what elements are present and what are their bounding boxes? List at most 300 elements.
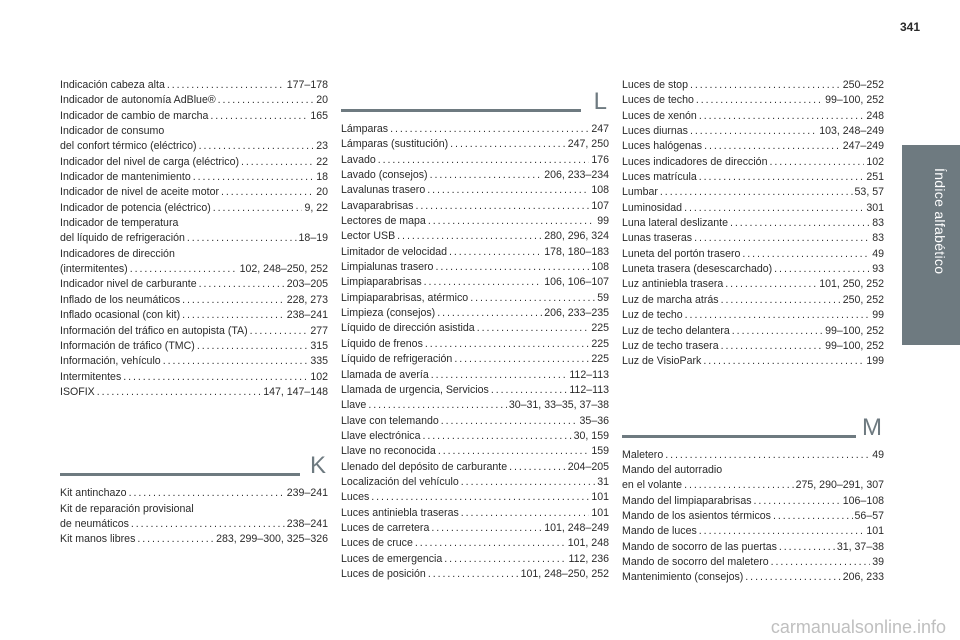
section-rule <box>622 435 856 438</box>
index-entry <box>341 567 609 582</box>
index-entry <box>622 201 884 216</box>
index-entry <box>60 354 328 369</box>
index-entry <box>60 231 328 246</box>
dot-leader <box>199 277 285 292</box>
index-term: Limitador de velocidad <box>341 245 447 258</box>
dot-leader <box>250 324 309 339</box>
page-ref-link[interactable]: 206, 233 <box>842 571 884 584</box>
index-term: Kit antinchazo <box>60 487 127 500</box>
dot-leader <box>696 93 823 108</box>
page-ref-link[interactable]: 335 <box>310 355 328 368</box>
dot-leader <box>97 385 261 400</box>
page-ref-link[interactable]: 108 <box>591 184 609 197</box>
index-term: Luces antiniebla traseras <box>341 506 459 519</box>
dot-leader <box>241 155 314 170</box>
dot-leader <box>684 478 794 493</box>
index-term: Información del tráfico en autopista (TA) <box>60 324 248 337</box>
index-entry <box>341 552 609 567</box>
index-entry <box>341 321 609 336</box>
page-ref-link[interactable]: 280, 296, 324 <box>544 230 609 243</box>
dot-leader <box>449 245 542 260</box>
index-term: Indicador del nivel de carga (eléctrico) <box>60 155 240 168</box>
index-term: Luces de cruce <box>341 537 413 550</box>
page-ref-link[interactable]: 31, 37–38 <box>836 540 884 553</box>
dot-leader <box>779 540 835 555</box>
page-ref-link[interactable]: 83 <box>872 232 884 245</box>
index-term: Luces de posición <box>341 567 426 580</box>
page-ref-link[interactable]: 238–241 <box>286 517 328 530</box>
dot-leader <box>182 308 285 323</box>
index-term: Indicador de nivel de aceite motor <box>60 186 219 199</box>
dot-leader <box>437 306 542 321</box>
entries-l-cont <box>622 78 884 370</box>
index-entry <box>341 490 609 505</box>
dot-leader <box>725 277 817 292</box>
index-term: Lavaparabrisas <box>341 199 414 212</box>
index-term: Luz antiniebla trasera <box>622 278 724 291</box>
index-term: Indicador de mantenimiento <box>60 171 191 184</box>
index-entry <box>622 277 884 292</box>
index-entry <box>341 398 609 413</box>
page-ref-link[interactable]: 101, 248–250, 252 <box>520 567 609 580</box>
page-ref-link[interactable]: 99–100, 252 <box>825 339 884 352</box>
page-ref-link[interactable]: 277 <box>310 324 328 337</box>
dot-leader <box>491 383 568 398</box>
page-ref-link[interactable]: 178, 180–183 <box>544 245 609 258</box>
index-term: Limpiaparabrisas, atérmico <box>341 291 469 304</box>
index-entry <box>341 275 609 290</box>
dot-leader <box>438 444 589 459</box>
index-entry <box>341 506 609 521</box>
index-entry <box>341 122 609 137</box>
page-ref-link[interactable]: 99 <box>872 309 884 322</box>
dot-leader <box>665 448 870 463</box>
dot-leader <box>424 275 543 290</box>
index-entry <box>60 308 328 323</box>
index-term: Llave no reconocida <box>341 445 436 458</box>
page-ref-link[interactable]: 275, 290–291, 307 <box>795 479 884 492</box>
dot-leader <box>745 570 840 585</box>
dot-leader <box>199 139 315 154</box>
index-entry <box>622 354 884 369</box>
index-term: Mando del limpiaparabrisas <box>622 494 752 507</box>
page-ref-link[interactable]: 199 <box>866 355 884 368</box>
dot-leader <box>221 185 314 200</box>
dot-leader <box>721 339 823 354</box>
index-term: Luminosidad <box>622 201 683 214</box>
index-term: Kit manos libres <box>60 533 136 546</box>
index-term: Kit de reparación provisional <box>60 502 194 515</box>
index-entry <box>341 183 609 198</box>
dot-leader <box>721 293 841 308</box>
page-ref-link[interactable]: 247–249 <box>842 140 884 153</box>
index-entry <box>341 337 609 352</box>
index-entry <box>341 521 609 536</box>
index-term: Inflado de los neumáticos <box>60 293 181 306</box>
index-entry <box>622 509 884 524</box>
dot-leader <box>742 247 870 262</box>
index-term: Luz de techo delantera <box>622 324 730 337</box>
dot-leader <box>197 339 309 354</box>
index-term: Mantenimiento (consejos) <box>622 571 744 584</box>
index-term: Luces de emergencia <box>341 552 443 565</box>
index-entry <box>341 383 609 398</box>
index-entry <box>60 109 328 124</box>
index-term: Llenado del depósito de carburante <box>341 460 508 473</box>
page-ref-link[interactable]: 203–205 <box>286 278 328 291</box>
index-entry <box>622 293 884 308</box>
index-term: Luz de techo trasera <box>622 339 719 352</box>
dot-leader <box>769 155 864 170</box>
index-term: Llave con telemando <box>341 414 439 427</box>
page-ref-link[interactable]: 99–100, 252 <box>825 94 884 107</box>
page-ref-link[interactable]: 30, 159 <box>573 429 609 442</box>
index-entry <box>622 570 884 585</box>
dot-leader <box>774 262 870 277</box>
page-ref-link[interactable]: 225 <box>591 353 609 366</box>
page-ref-link[interactable]: 106–108 <box>842 494 884 507</box>
section-letter-k: K <box>309 452 326 480</box>
dot-leader <box>431 368 568 383</box>
index-term: Lavado <box>341 153 376 166</box>
index-entry <box>622 262 884 277</box>
page-ref-link[interactable]: 103, 248–249 <box>819 125 884 138</box>
entries-l <box>341 122 609 582</box>
dot-leader <box>730 216 870 231</box>
index-entry <box>622 216 884 231</box>
dot-leader <box>509 460 566 475</box>
page-ref-link[interactable]: 18 <box>316 171 328 184</box>
page-ref-link[interactable]: 112–113 <box>569 368 609 381</box>
dot-leader <box>450 137 566 152</box>
page-ref-link[interactable]: 39 <box>872 555 884 568</box>
index-term: Luces diurnas <box>622 125 688 138</box>
index-term: Luces <box>341 491 370 504</box>
page-ref-link[interactable]: 301 <box>866 201 884 214</box>
page-ref-link[interactable]: 147, 147–148 <box>263 385 328 398</box>
page-ref-link[interactable]: 102, 248–250, 252 <box>239 263 328 276</box>
index-entry <box>60 185 328 200</box>
dot-leader <box>660 185 853 200</box>
index-entry <box>341 229 609 244</box>
page-ref-link[interactable]: 159 <box>591 445 609 458</box>
dot-leader <box>371 490 589 505</box>
index-term: Intermitentes <box>60 370 122 383</box>
index-term: Luneta del portón trasero <box>622 247 741 260</box>
index-term: Lámparas (sustitución) <box>341 138 449 151</box>
index-term: Luces matrícula <box>622 171 697 184</box>
page-ref-link[interactable]: 247, 250 <box>567 138 609 151</box>
dot-leader <box>430 168 543 183</box>
dot-leader <box>454 352 589 367</box>
page-ref-link[interactable]: 247 <box>591 123 609 135</box>
index-column-2 <box>341 90 609 582</box>
index-entry <box>341 291 609 306</box>
dot-leader <box>167 78 285 93</box>
index-entry <box>622 324 884 339</box>
dot-leader <box>461 506 590 521</box>
index-term: Limpieza (consejos) <box>341 307 436 320</box>
page-ref-link[interactable]: 101, 248–249 <box>544 521 609 534</box>
dot-leader <box>431 521 542 536</box>
index-term: Indicador de potencia (eléctrico) <box>60 201 211 214</box>
index-entry <box>622 247 884 262</box>
index-entry <box>60 124 328 139</box>
entries-k <box>60 486 328 547</box>
page-ref-link[interactable]: 99 <box>597 215 609 228</box>
index-entry <box>341 414 609 429</box>
index-term: de neumáticos <box>60 517 129 530</box>
index-entry <box>60 139 328 154</box>
dot-leader <box>130 262 238 277</box>
dot-leader <box>415 199 589 214</box>
index-term: Limpiaparabrisas <box>341 276 422 289</box>
index-entry <box>60 324 328 339</box>
index-entry <box>60 502 328 517</box>
page-ref-link[interactable]: 56–57 <box>854 509 884 522</box>
page-ref-link[interactable]: 239–241 <box>286 487 328 500</box>
dot-leader <box>193 170 314 185</box>
index-entry <box>60 486 328 501</box>
index-term: Luces de stop <box>622 79 688 91</box>
index-entry <box>622 463 884 478</box>
index-term: Limpialunas trasero <box>341 261 434 274</box>
page-ref-link[interactable]: 49 <box>872 247 884 260</box>
index-term: Indicador de autonomía AdBlue® <box>60 94 216 107</box>
index-entry <box>60 339 328 354</box>
page-ref-link[interactable]: 101, 248 <box>567 537 609 550</box>
index-term: Luz de VisioPark <box>622 355 702 368</box>
index-term: Luz de marcha atrás <box>622 293 719 306</box>
index-entry <box>622 524 884 539</box>
page-number: 341 <box>899 20 921 34</box>
dot-leader <box>423 429 572 444</box>
section-rule <box>341 109 581 112</box>
dot-leader <box>771 555 871 570</box>
dot-leader <box>129 486 285 501</box>
page-ref-link[interactable]: 83 <box>872 217 884 230</box>
page-ref-link[interactable]: 108 <box>591 261 609 274</box>
index-term: Lavalunas trasero <box>341 184 426 197</box>
index-entry <box>60 170 328 185</box>
page-ref-link[interactable]: 102 <box>866 155 884 168</box>
index-term: Luces de xenón <box>622 109 697 122</box>
dot-leader <box>378 153 590 168</box>
page-ref-link[interactable]: 59 <box>597 291 609 304</box>
page-ref-link[interactable]: 248 <box>866 109 884 122</box>
index-entry <box>622 540 884 555</box>
page-ref-link[interactable]: 206, 233–235 <box>544 307 609 320</box>
index-term: Mando de socorro del maletero <box>622 555 769 568</box>
index-entry <box>622 78 884 93</box>
index-entry <box>622 339 884 354</box>
index-entry <box>341 429 609 444</box>
index-term: Maletero <box>622 448 664 461</box>
page-ref-link[interactable]: 102 <box>310 370 328 383</box>
dot-leader <box>732 324 823 339</box>
page-ref-link[interactable]: 101 <box>591 491 609 504</box>
page-ref-link[interactable]: 251 <box>866 171 884 184</box>
section-rule <box>60 473 300 476</box>
index-term: Lumbar <box>622 186 658 199</box>
dot-leader <box>163 354 309 369</box>
dot-leader <box>427 183 589 198</box>
index-term: Lector USB <box>341 230 396 243</box>
page-ref-link[interactable]: 20 <box>316 186 328 199</box>
dot-leader <box>699 170 865 185</box>
dot-leader <box>210 109 308 124</box>
dot-leader <box>704 139 841 154</box>
entries-m <box>622 448 884 586</box>
index-entry <box>341 475 609 490</box>
index-entry <box>622 185 884 200</box>
index-entry <box>622 170 884 185</box>
index-term: Mando de socorro de las puertas <box>622 540 777 553</box>
dot-leader <box>397 229 542 244</box>
page-ref-link[interactable]: 101 <box>591 506 609 519</box>
dot-leader <box>428 214 595 229</box>
index-term: Lavado (consejos) <box>341 169 428 182</box>
index-entry <box>60 155 328 170</box>
index-entry <box>341 153 609 168</box>
page-ref-link[interactable]: 283, 299–300, 325–326 <box>216 533 328 546</box>
page-ref-link[interactable]: 225 <box>591 322 609 335</box>
index-term: Mando de luces <box>622 525 697 538</box>
page-ref-link[interactable]: 177–178 <box>286 79 328 91</box>
index-term: Mando del autorradio <box>622 463 723 476</box>
index-term: Luces indicadores de dirección <box>622 155 768 168</box>
dot-leader <box>187 231 297 246</box>
section-header-m <box>622 413 884 442</box>
page-ref-link[interactable]: 23 <box>316 140 328 153</box>
index-entry <box>341 137 609 152</box>
dot-leader <box>684 201 864 216</box>
section-header-l <box>341 90 609 116</box>
dot-leader <box>123 370 308 385</box>
page-ref-link[interactable]: 9, 22 <box>304 201 328 214</box>
side-tab-label: Índice alfabético <box>932 168 948 275</box>
index-term: Lunas traseras <box>622 232 693 245</box>
index-entry <box>622 124 884 139</box>
page-ref-link[interactable]: 206, 233–234 <box>544 169 609 182</box>
index-term: Inflado ocasional (con kit) <box>60 309 181 322</box>
dot-leader <box>699 109 865 124</box>
page-ref-link[interactable]: 225 <box>591 337 609 350</box>
section-letter-l: L <box>593 88 607 115</box>
dot-leader <box>137 532 214 547</box>
index-entry <box>622 109 884 124</box>
dot-leader <box>754 494 841 509</box>
index-term: del confort térmico (eléctrico) <box>60 140 197 153</box>
page-ref-link[interactable]: 250–252 <box>842 79 884 91</box>
index-term: Luces de carretera <box>341 521 430 534</box>
index-entry <box>60 517 328 532</box>
page-ref-link[interactable]: 204–205 <box>567 460 609 473</box>
page-ref-link[interactable]: 112–113 <box>569 383 609 396</box>
dot-leader <box>685 308 871 323</box>
page-ref-link[interactable]: 53, 57 <box>854 186 884 199</box>
page-ref-link[interactable]: 107 <box>591 199 609 212</box>
index-entry <box>60 201 328 216</box>
dot-leader <box>699 524 865 539</box>
index-term: ISOFIX <box>60 385 95 398</box>
index-entry <box>622 478 884 493</box>
page-ref-link[interactable]: 238–241 <box>286 309 328 322</box>
index-entry <box>341 199 609 214</box>
index-term: Líquido de refrigeración <box>341 353 453 366</box>
page-ref-link[interactable]: 20 <box>316 94 328 107</box>
dot-leader <box>690 124 817 139</box>
index-term: Líquido de frenos <box>341 337 423 350</box>
index-term: Llamada de avería <box>341 368 429 381</box>
page-ref-link[interactable]: 165 <box>310 109 328 122</box>
page-ref-link[interactable]: 228, 273 <box>286 293 328 306</box>
index-term: Indicador nivel de carburante <box>60 278 197 291</box>
index-entry <box>622 139 884 154</box>
section-letter-m: M <box>862 413 882 441</box>
page-ref-link[interactable]: 35–36 <box>579 414 609 427</box>
dot-leader <box>703 354 864 369</box>
index-entry <box>60 216 328 231</box>
page-ref-link[interactable]: 18–19 <box>298 232 328 245</box>
index-term: Mando de los asientos térmicos <box>622 509 771 522</box>
index-term: Información de tráfico (TMC) <box>60 339 195 352</box>
page-ref-link[interactable]: 315 <box>310 339 328 352</box>
page-ref-link[interactable]: 30–31, 33–35, 37–38 <box>508 399 609 412</box>
index-entry <box>60 93 328 108</box>
index-entry <box>60 370 328 385</box>
dot-leader <box>131 517 285 532</box>
entries-i <box>60 78 328 400</box>
page-ref-link[interactable]: 176 <box>591 153 609 166</box>
page-ref-link[interactable]: 112, 236 <box>568 552 609 565</box>
dot-leader <box>444 552 566 567</box>
page-ref-link[interactable]: 101 <box>866 525 884 538</box>
index-entry <box>622 308 884 323</box>
dot-leader <box>773 509 853 524</box>
index-entry <box>622 448 884 463</box>
dot-leader <box>694 231 870 246</box>
index-term: Indicador de consumo <box>60 125 165 138</box>
dot-leader <box>477 321 590 336</box>
dot-leader <box>435 260 589 275</box>
index-entry <box>341 260 609 275</box>
index-entry <box>60 262 328 277</box>
page-ref-link[interactable]: 49 <box>872 448 884 461</box>
page-ref-link[interactable]: 93 <box>872 263 884 276</box>
dot-leader <box>470 291 595 306</box>
index-term: en el volante <box>622 479 683 492</box>
index-entry <box>341 460 609 475</box>
index-term: Llave electrónica <box>341 429 421 442</box>
index-term: Información, vehículo <box>60 355 161 368</box>
index-entry <box>341 536 609 551</box>
index-term: Indicación cabeza alta <box>60 79 165 91</box>
index-entry <box>341 245 609 260</box>
index-term: Indicador de temperatura <box>60 217 179 230</box>
page-ref-link[interactable]: 250, 252 <box>842 293 884 306</box>
page-ref-link[interactable]: 99–100, 252 <box>825 324 884 337</box>
index-entry <box>341 352 609 367</box>
index-entry <box>60 385 328 400</box>
dot-leader <box>425 337 589 352</box>
dot-leader <box>461 475 595 490</box>
page-ref-link[interactable]: 101, 250, 252 <box>819 278 884 291</box>
page-ref-link[interactable]: 31 <box>597 475 609 488</box>
page-ref-link[interactable]: 106, 106–107 <box>544 276 609 289</box>
page-ref-link[interactable]: 22 <box>316 155 328 168</box>
dot-leader <box>415 536 566 551</box>
